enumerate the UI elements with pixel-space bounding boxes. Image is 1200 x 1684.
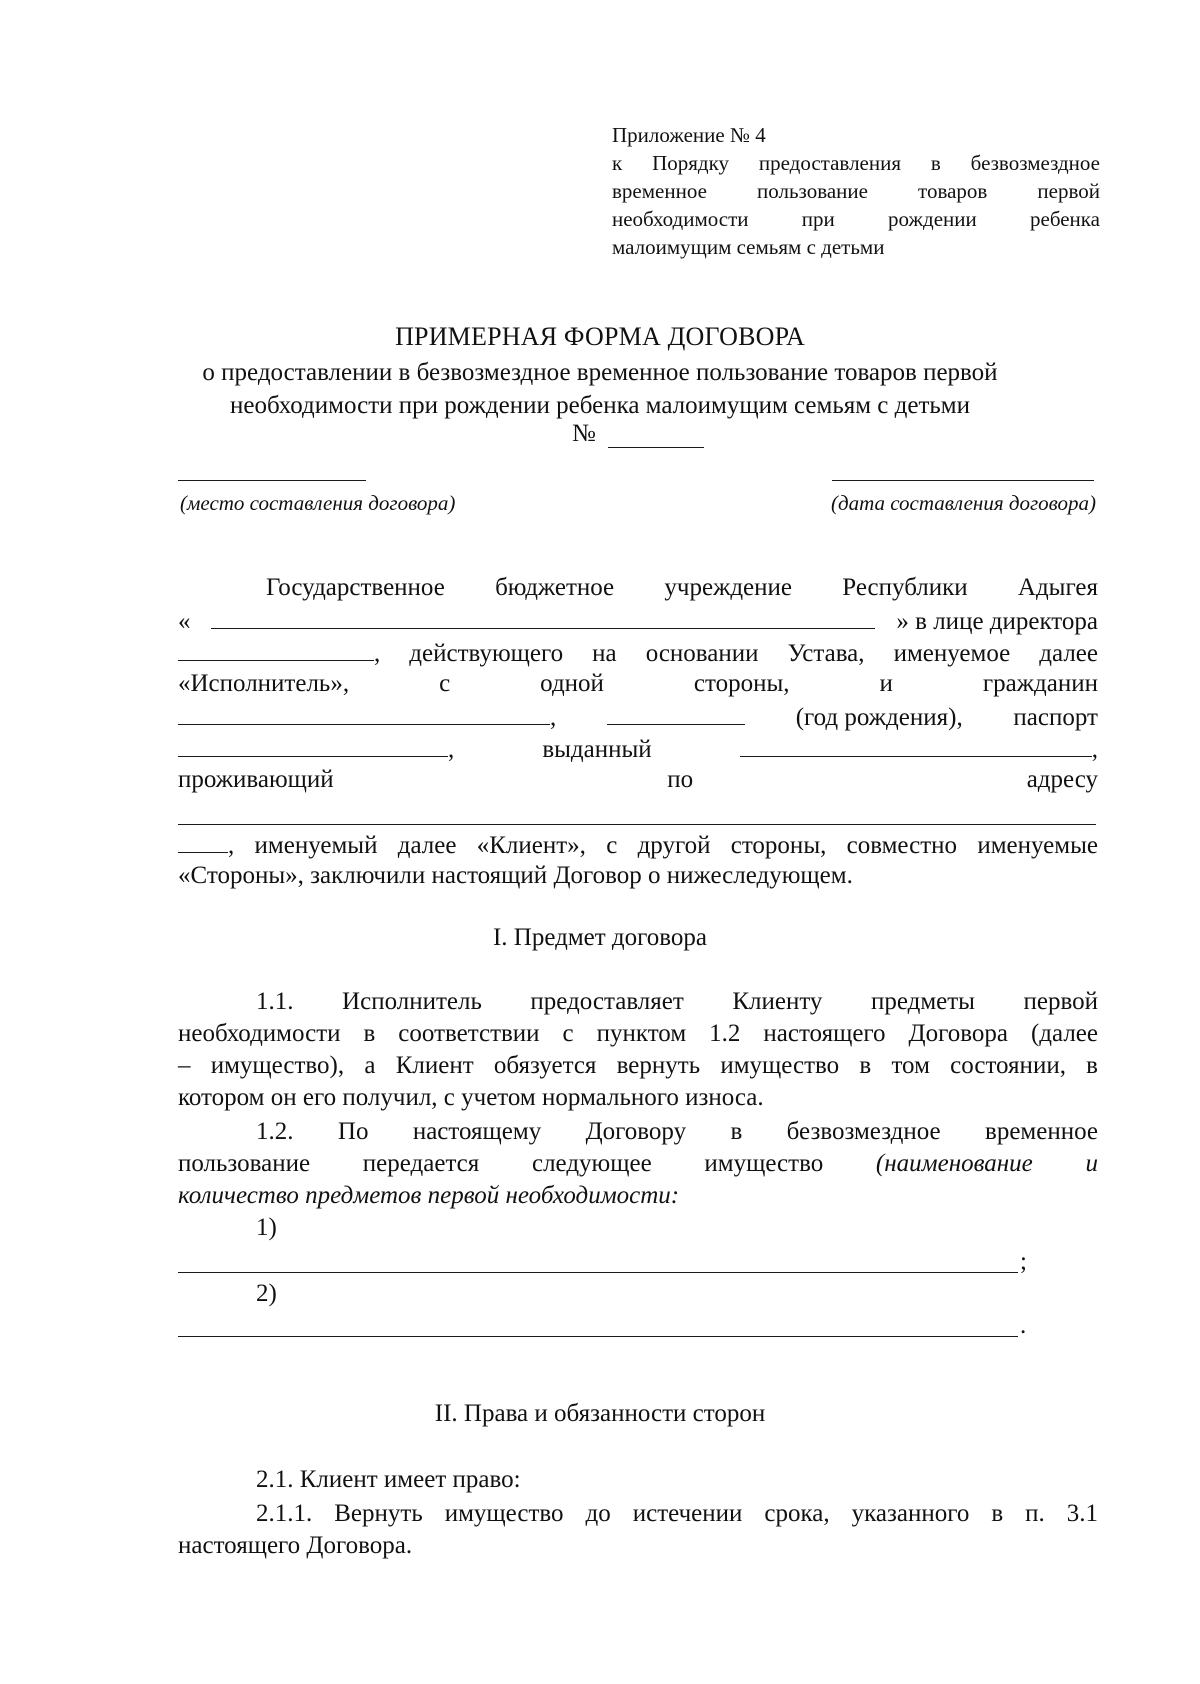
appendix-line: необходимости при рождении ребенка xyxy=(612,207,1100,231)
appendix-line: временное пользование товаров первой xyxy=(612,179,1100,203)
clause-line xyxy=(178,1148,1098,1180)
preamble-text: » в лице директора xyxy=(896,608,1098,635)
birth-year-label: (год рождения), xyxy=(795,704,963,731)
issued-label: выданный xyxy=(542,736,652,763)
preamble-word: и xyxy=(879,670,893,697)
appendix-title: Приложение № 4 xyxy=(612,123,766,147)
preamble-line-5 xyxy=(178,702,1098,732)
preamble-text: Государственное бюджетное учреждение Республики Адыгея xyxy=(266,574,1098,601)
clause-note: (наименование и xyxy=(875,1150,1098,1177)
preamble-word: гражданин xyxy=(982,670,1098,697)
passport-label: паспорт xyxy=(1013,704,1098,731)
clause-1-2 xyxy=(178,1116,1098,1212)
item-1-blank xyxy=(178,1272,1018,1273)
date-blank xyxy=(832,480,1094,481)
item-1-end: ; xyxy=(1020,1248,1027,1275)
preamble-word: с xyxy=(439,670,451,697)
quote-open: « xyxy=(178,608,191,635)
preamble-word: одной xyxy=(540,670,604,697)
document-title: ПРИМЕРНАЯ ФОРМА ДОГОВОРА xyxy=(395,322,805,351)
item-2-label: 2) xyxy=(256,1280,277,1307)
institution-name-blank xyxy=(211,606,875,629)
clause-line: 2.1.1. Вернуть имущество до истечении срока, указанного в п. 3.1 xyxy=(256,1500,1098,1527)
clause-line: 1.1. Исполнитель предоставляет Клиенту предметы первой xyxy=(256,988,1098,1015)
item-2-end: . xyxy=(1020,1312,1027,1339)
clause-1-1 xyxy=(178,986,1098,1114)
passport-number-blank xyxy=(178,734,448,757)
subtitle-line: о предоставлении в безвозмездное временное пользование товаров первой xyxy=(202,359,998,386)
preamble-line-10: «Стороны», заключили настоящий Договор о нижеследующем. xyxy=(178,862,853,889)
appendix-block xyxy=(612,121,1100,261)
preamble-line-4 xyxy=(178,670,1098,698)
subtitle-line: необходимости при рождении ребенка малоимущим семьям с детьми xyxy=(229,392,970,419)
preamble-line-7 xyxy=(178,766,1098,794)
clause-line: необходимости в соответствии с пунктом 1.2 настоящего Договора (далее xyxy=(178,1020,1098,1047)
appendix-line: малоимущим семьям с детьми xyxy=(612,235,885,259)
place-caption: (место составления договора) xyxy=(180,491,456,515)
clause-2-1-1 xyxy=(178,1498,1098,1562)
document-subtitle xyxy=(0,356,1200,422)
preamble-line-6 xyxy=(178,734,1098,764)
citizen-name-blank xyxy=(178,702,550,725)
date-caption: (дата составления договора) xyxy=(830,491,1096,515)
preamble-word: проживающий xyxy=(178,766,334,793)
preamble-line-2 xyxy=(178,606,1098,636)
clause-line: котором он его получил, с учетом нормального износа. xyxy=(178,1084,764,1111)
preamble-line-3 xyxy=(178,638,1098,668)
clause-note-line: количество предметов первой необходимости: xyxy=(178,1182,680,1209)
preamble-word: адресу xyxy=(1026,766,1098,793)
clause-text: пользование передается следующее имущество xyxy=(178,1150,824,1177)
appendix-line: к Порядку предоставления в безвозмездное xyxy=(612,151,1100,175)
section-1-heading: I. Предмет договора xyxy=(492,924,708,951)
preamble-word: стороны, xyxy=(693,670,790,697)
director-name-blank xyxy=(178,638,374,661)
clause-line: 1.2. По настоящему Договору в безвозмездное временное xyxy=(256,1118,1098,1145)
preamble-word: по xyxy=(667,766,694,793)
comma: , xyxy=(550,704,557,731)
place-blank xyxy=(178,480,366,481)
address-blank xyxy=(178,824,1096,825)
section-2-heading: II. Права и обязанности сторон xyxy=(434,1400,766,1427)
clause-line: – имущество), а Клиент обязуется вернуть имущество в том состоянии, в xyxy=(178,1052,1098,1079)
clause-2-1: 2.1. Клиент имеет право: xyxy=(256,1466,521,1493)
birth-year-blank xyxy=(607,702,745,725)
item-1-label: 1) xyxy=(256,1214,277,1241)
preamble-line-9 xyxy=(178,830,1098,860)
preamble-word: «Исполнитель», xyxy=(178,670,350,697)
preamble-text: , именуемый далее «Клиент», с другой стороны, совместно именуемые xyxy=(228,832,1098,859)
contract-number-blank xyxy=(608,447,704,448)
issued-by-blank xyxy=(740,734,1092,757)
clause-line: настоящего Договора. xyxy=(178,1532,413,1559)
address-blank-end xyxy=(178,830,228,853)
comma: , xyxy=(1091,736,1098,763)
contract-number-label: № xyxy=(572,420,596,447)
item-2-blank xyxy=(178,1336,1018,1337)
comma: , xyxy=(448,736,455,763)
preamble-text: , действующего на основании Устава, именуемое далее xyxy=(374,640,1098,667)
preamble-line-1 xyxy=(266,574,1098,602)
